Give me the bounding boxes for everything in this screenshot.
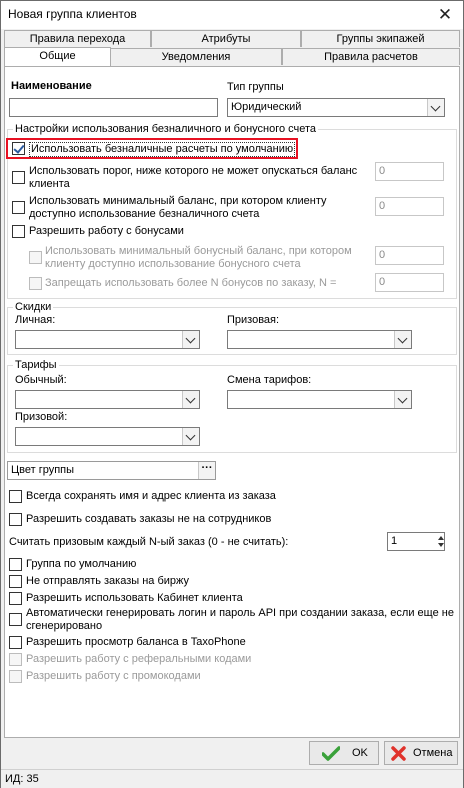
name-input[interactable] [9, 98, 218, 117]
min-bonus-label-2: клиенту доступно использование бонусного счета [45, 258, 301, 270]
default-group-checkbox[interactable] [9, 558, 22, 571]
regular-tariff-label: Обычный: [15, 374, 67, 386]
use-cashless-default-label: Использовать безналичные расчеты по умолчанию [31, 143, 294, 155]
threshold-checkbox[interactable] [12, 171, 25, 184]
save-client-address-checkbox[interactable] [9, 490, 22, 503]
no-exchange-label: Не отправлять заказы на биржу [26, 575, 190, 587]
client-cabinet-label: Разрешить использовать Кабинет клиента [26, 592, 243, 604]
tab-crew-groups[interactable]: Группы экипажей [301, 30, 460, 47]
tariff-change-label: Смена тарифов: [227, 374, 312, 386]
referral-codes-label: Разрешить работу с реферальными кодами [26, 653, 252, 665]
ellipsis-button[interactable]: ··· [198, 462, 215, 479]
threshold-label-2: клиента [29, 178, 70, 190]
tab-transition-rules[interactable]: Правила перехода [4, 30, 151, 47]
group-type-label: Тип группы [227, 81, 284, 93]
use-cashless-default-checkbox[interactable] [12, 142, 25, 155]
allow-bonuses-label: Разрешить работу с бонусами [29, 225, 184, 237]
group-type-select[interactable] [227, 98, 445, 117]
close-button[interactable]: ✕ [437, 5, 453, 24]
nth-order-spinner[interactable] [387, 532, 445, 551]
status-id: ИД: 35 [5, 773, 39, 785]
nth-order-value: 1 [391, 535, 398, 547]
personal-discount-label: Личная: [15, 314, 56, 326]
save-client-address-label: Всегда сохранять имя и адрес клиента из заказа [26, 490, 276, 502]
prize-discount-label: Призовая: [227, 314, 280, 326]
cashless-group-title: Настройки использования безналичного и бонусного счета [15, 123, 317, 135]
ok-button[interactable] [309, 741, 379, 765]
taxophone-balance-label: Разрешить просмотр баланса в TaxoPhone [26, 636, 246, 648]
default-group-label: Группа по умолчанию [26, 558, 137, 570]
no-exchange-checkbox[interactable] [9, 575, 22, 588]
client-cabinet-checkbox[interactable] [9, 592, 22, 605]
chevron-down-icon[interactable] [182, 428, 199, 445]
auto-generate-api-label-1: Автоматически генерировать логин и пароль API при создании заказа, если еще не [26, 607, 454, 619]
chevron-down-icon[interactable] [182, 331, 199, 348]
discounts-title: Скидки [15, 301, 52, 313]
prize-tariff-select[interactable] [15, 427, 200, 446]
status-bar [1, 769, 463, 788]
name-label: Наименование [11, 80, 92, 92]
title-bar [1, 1, 463, 29]
ok-label: OK [352, 747, 368, 759]
allow-non-employee-orders-label: Разрешить создавать заказы не на сотрудников [26, 513, 272, 525]
promo-codes-label: Разрешить работу с промокодами [26, 670, 201, 682]
chevron-down-icon[interactable] [427, 99, 444, 116]
min-bonus-checkbox[interactable] [29, 251, 42, 264]
taxophone-balance-checkbox[interactable] [9, 636, 22, 649]
threshold-label-1: Использовать порог, ниже которого не может опускаться баланс [29, 165, 358, 177]
min-bonus-label-1: Использовать минимальный бонусный баланс, при котором [45, 245, 352, 257]
auto-generate-api-label-2: сгенерировано [26, 620, 103, 632]
checkmark-icon [322, 746, 340, 761]
nth-order-label: Считать призовым каждый N-ый заказ (0 - не считать): [9, 536, 289, 548]
allow-bonuses-checkbox[interactable] [12, 225, 25, 238]
chevron-down-icon[interactable] [394, 391, 411, 408]
spinner-down-icon[interactable] [438, 543, 444, 547]
allow-non-employee-orders-checkbox[interactable] [9, 513, 22, 526]
min-balance-label-2: доступно использование безналичного счета [29, 208, 260, 220]
min-bonus-input[interactable]: 0 [375, 246, 444, 265]
max-bonus-input[interactable]: 0 [375, 273, 444, 292]
personal-discount-select[interactable] [15, 330, 200, 349]
prize-discount-select[interactable] [227, 330, 412, 349]
tab-general[interactable]: Общие [4, 47, 111, 66]
threshold-input[interactable]: 0 [375, 162, 444, 181]
regular-tariff-select[interactable] [15, 390, 200, 409]
max-bonus-label: Запрещать использовать более N бонусов по заказу, N = [45, 277, 337, 289]
window-title: Новая группа клиентов [8, 7, 137, 21]
prize-tariff-label: Призовой: [15, 411, 68, 423]
tariff-change-select[interactable] [227, 390, 412, 409]
group-type-value: Юридический [231, 101, 302, 113]
promo-codes-checkbox[interactable] [9, 670, 22, 683]
cancel-label: Отмена [413, 747, 453, 759]
min-balance-checkbox[interactable] [12, 201, 25, 214]
tab-attributes[interactable]: Атрибуты [151, 30, 301, 47]
cancel-button[interactable] [384, 741, 458, 765]
spinner-arrows[interactable] [438, 533, 444, 550]
group-color-field[interactable]: Цвет группы [7, 461, 216, 480]
auto-generate-api-checkbox[interactable] [9, 613, 22, 626]
max-bonus-checkbox[interactable] [29, 277, 42, 290]
close-icon [391, 746, 406, 761]
min-balance-label-1: Использовать минимальный баланс, при котором клиенту [29, 195, 327, 207]
chevron-down-icon[interactable] [182, 391, 199, 408]
referral-codes-checkbox[interactable] [9, 653, 22, 666]
min-balance-input[interactable]: 0 [375, 197, 444, 216]
tariffs-title: Тарифы [15, 359, 57, 371]
tab-notifications[interactable]: Уведомления [110, 48, 282, 65]
spinner-up-icon[interactable] [438, 536, 444, 540]
tab-settlement-rules[interactable]: Правила расчетов [282, 48, 460, 65]
chevron-down-icon[interactable] [394, 331, 411, 348]
